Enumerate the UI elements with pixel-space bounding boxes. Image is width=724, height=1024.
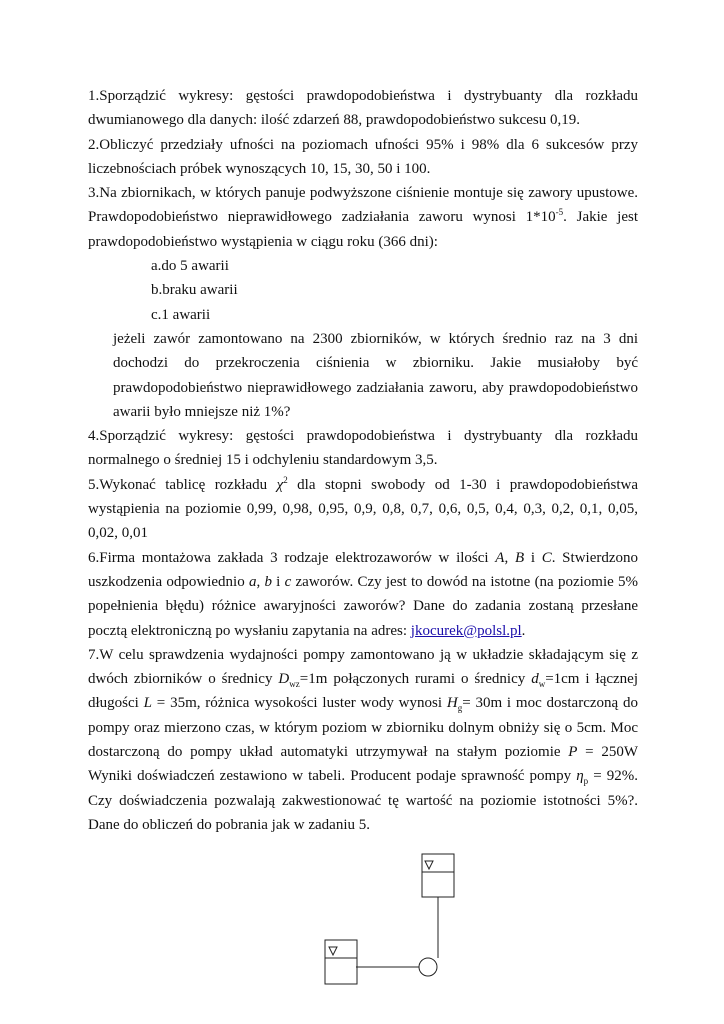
exponent: -5 [555,207,564,218]
lower-tank [325,940,357,984]
upper-tank [422,854,454,897]
task-3-followup: jeżeli zawór zamontowano na 2300 zbiorników, w których średnio raz na 3 dni dochodzi do przekroczenia ciśnienia w zbiorniku. Jakie musiałoby być prawdopodobieństwo nieprawidłowego zadziałania zaworu, aby prawdopodobieństwo awarii było mniejsze niż 1%? [113,330,638,420]
pump-icon [419,958,437,976]
chi-symbol: χ [276,476,284,493]
task-3-intro: 3.Na zbiornikach, w których panuje podwyższone ciśnienie montuje się zawory upustowe. Prawdopodobieństwo nieprawidłowego zadziałania zaworu wynosi $1*10^{-5}$. Jakie jest prawdopodobieństwo wystąpienia w ciągu roku (366 dni): [88,185,638,250]
lower-level-icon [329,947,337,955]
upper-level-icon [425,861,433,869]
task-6: 6.Firma montażowa zakłada 3 rodzaje elektrozaworów w ilości A, B i C. Stwierdzono uszkodzenia odpowiednio a, b i c zaworów. Czy jest to dowód na istotne (na poziomie 5% popełnienia błędu) różnice awaryjności zaworów? Dane do zadania zostaną przesłane pocztą elektroniczną po wysłaniu zapytania na adres: jkocurek@polsl.pl. [88,549,639,639]
task-3-item-c: c.1 awarii [151,306,211,323]
task-4: 4.Sporządzić wykresy: gęstości prawdopodobieństwa i dystrybuanty dla rozkładu normalnego o średniej 15 i odchyleniu standardowym 3,5. [88,428,638,469]
task-2: 2.Obliczyć przedziały ufności na poziomach ufności 95% i 98% dla 6 sukcesów przy liczebnościach próbek wynoszących 10, 15, 30, 50 i 100. [88,136,638,177]
task-3-item-b: b.braku awarii [151,282,238,299]
task-1: 1.Sporządzić wykresy: gęstości prawdopodobieństwa i dystrybuanty dla rozkładu dwumianowego dla danych: ilość zdarzeń 88, prawdopodobieństwo sukcesu 0,19. [88,88,638,129]
task-5: 5.Wykonać tablicę rozkładu $\chi^2$ dla stopni swobody od 1-30 i prawdopodobieństwa wystąpienia na poziomie 0,99, 0,98, 0,95, 0,9, 0,8, 0,7, 0,6, 0,5, 0,4, 0,3, 0,2, 0,1, 0,05, 0,02, 0,01 [88,474,638,542]
task-3-item-a: a.do 5 awarii [151,258,229,275]
email-link[interactable]: jkocurek@polsl.pl [410,622,522,639]
document-body [88,84,638,837]
task-7: 7.W celu sprawdzenia wydajności pompy zamontowano ją w układzie składającym się z dwóch zbiorników o średnicy $D_{wz}=1m$ połączonych rurami o średnicy $d_w=1cm$ i łącznej długości L = 35m, różnica wysokości luster wody wynosi $H_g= 30m$ i moc dostarczoną do pompy oraz mierzono czas, w którym poziom w zbiorniku dolnym obniży się o 5cm. Moc dostarczoną do pompy układ automatyki utrzymywał na stałym poziomie P = 250W Wyniki doświadczeń zestawiono w tabeli. Producent podaje sprawność pompy $\eta_p = 92\%$. Czy doświadczenia pozwalają zakwestionować tę wartość na poziomie istotności 5%?. Dane do obliczeń do pobrania jak w zadaniu 5. [88,646,638,833]
